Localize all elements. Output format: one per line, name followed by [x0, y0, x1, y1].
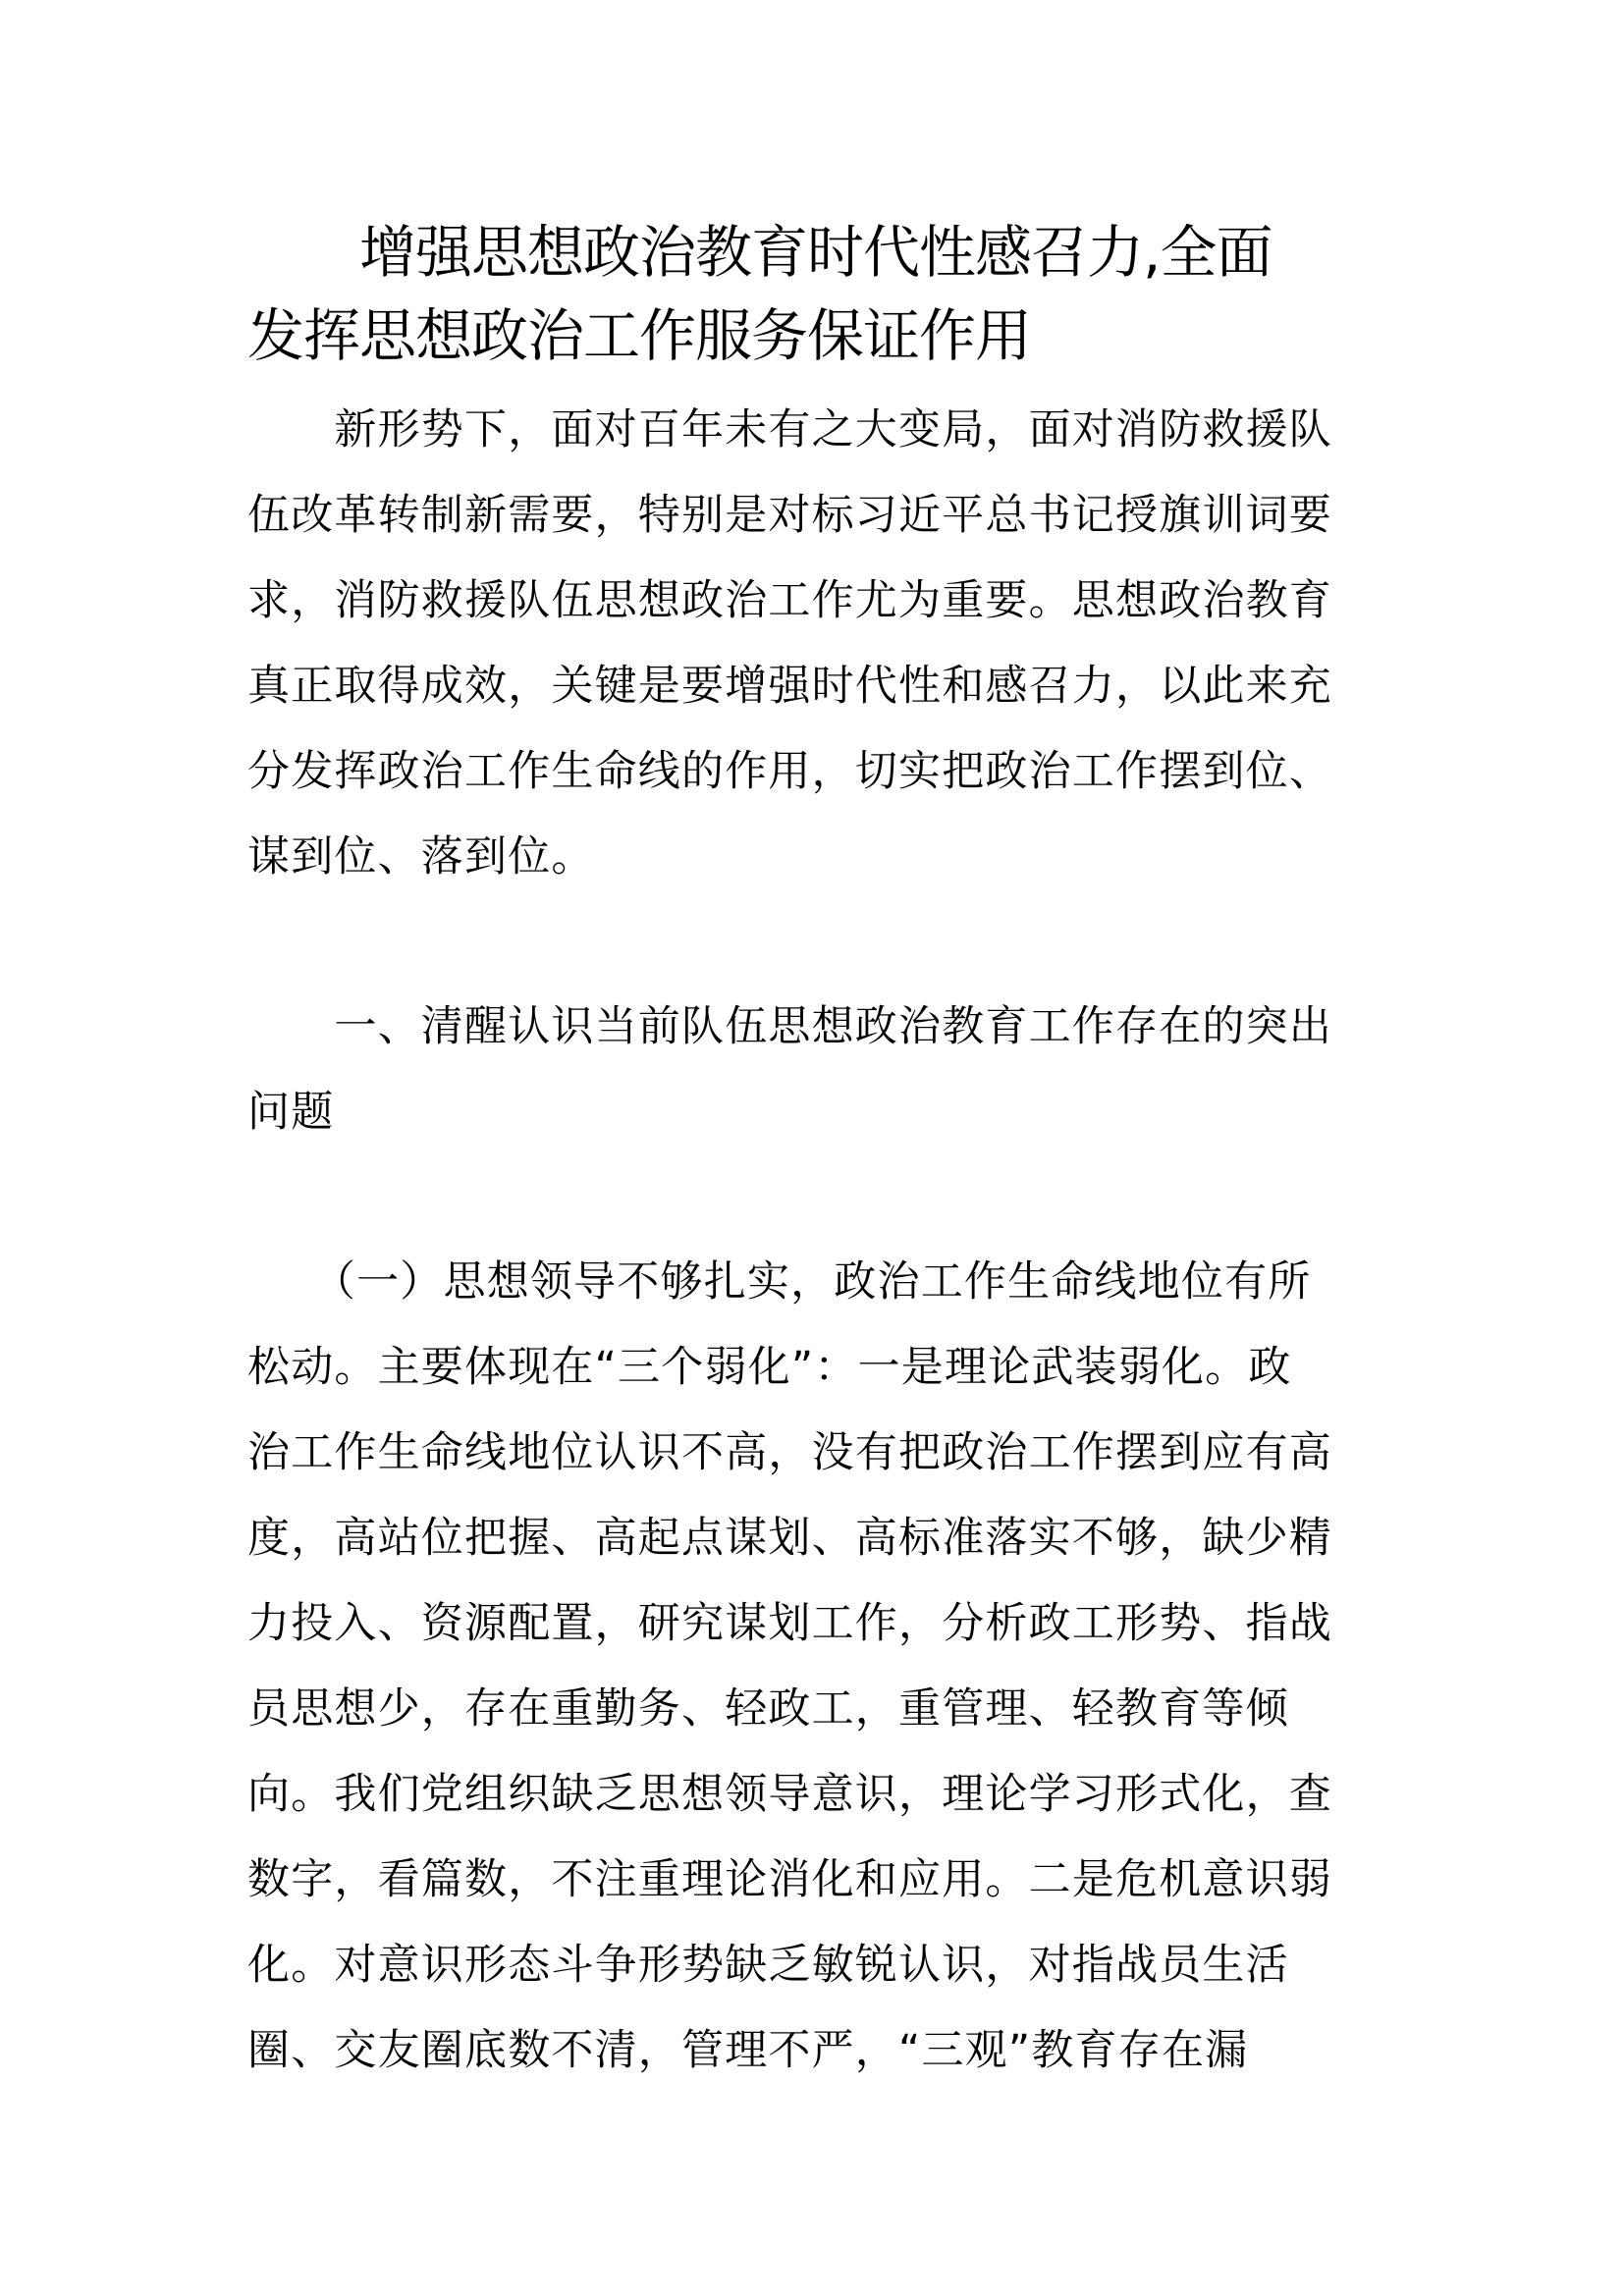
text-line: 向。我们党组织缺乏思想领导意识，理论学习形式化，查: [247, 1770, 1332, 1819]
heading-line: 问题: [247, 1088, 335, 1137]
heading-line: 一、清醒认识当前队伍思想政治教育工作存在的突出: [247, 1002, 1332, 1051]
text-line: 员思想少，存在重勤务、轻政工，重管理、轻教育等倾: [247, 1684, 1289, 1734]
text-line: 化。对意识形态斗争形势缺乏敏锐认识，对指战员生活: [247, 1941, 1289, 1990]
text-line: 伍改革转制新需要，特别是对标习近平总书记授旗训词要: [247, 491, 1332, 540]
text-line: 求，消防救援队伍思想政治工作尤为重要。思想政治教育: [247, 576, 1332, 625]
text-line: 圈、交友圈底数不清，管理不严，“三观”教育存在漏: [247, 2026, 1249, 2075]
title-line-2: 发挥思想政治工作服务保证作用: [247, 302, 1032, 369]
text-line: （一）思想领导不够扎实，政治工作生命线地位有所: [247, 1257, 1312, 1307]
text-line: 新形势下，面对百年未有之大变局，面对消防救援队: [247, 405, 1332, 454]
text-line: 真正取得成效，关键是要增强时代性和感召力，以此来充: [247, 662, 1332, 711]
text-line: 力投入、资源配置，研究谋划工作，分析政工形势、指战: [247, 1599, 1332, 1648]
text-line: 数字，看篇数，不注重理论消化和应用。二是危机意识弱: [247, 1855, 1332, 1904]
text-line: 度，高站位把握、高起点谋划、高标准落实不够，缺少精: [247, 1514, 1332, 1563]
text-line: 松动。主要体现在“三个弱化”：一是理论武装弱化。政: [247, 1343, 1292, 1392]
text-line: 分发挥政治工作生命线的作用，切实把政治工作摆到位、: [247, 747, 1332, 796]
title-line-1: 增强思想政治教育时代性感召力,全面: [247, 219, 1272, 286]
text-line: 谋到位、落到位。: [247, 832, 595, 881]
text-line: 治工作生命线地位认识不高，没有把政治工作摆到应有高: [247, 1428, 1332, 1477]
